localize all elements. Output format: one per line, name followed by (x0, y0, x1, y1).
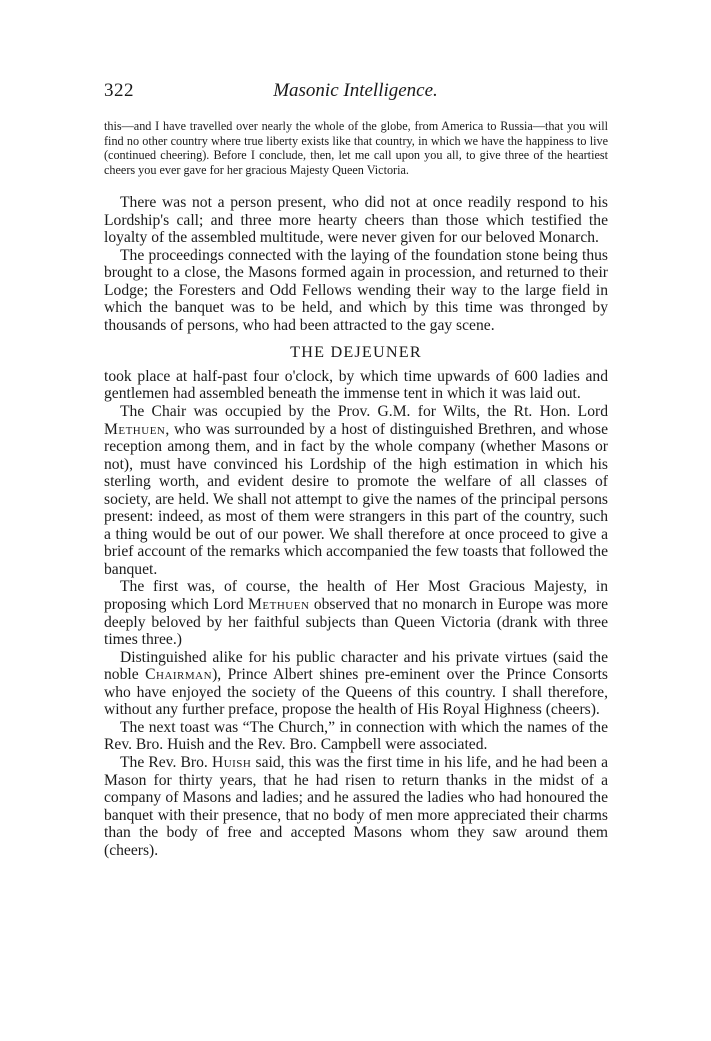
paragraph-church-toast: The next toast was “The Church,” in connection with which the names of the Rev. Bro. Huish and the Rev. Bro. Campbell were associated. (104, 718, 608, 754)
name-huish: Huish (211, 753, 252, 771)
paragraph-loyal-cheers: There was not a person present, who did not at once readily respond to his Lordship's call; and three more hearty cheers than those which testified the loyalty of the assembled multitude, were never given for our beloved Monarch. (104, 194, 608, 247)
speech-excerpt-text: this—and I have travelled over nearly the whole of the globe, from America to Russia—that you will find no other country where true liberty exists like that country, in which we have the happiness to live (continued cheering). Before I conclude, then, let me call upon you all, to give three of the heartiest cheers you ever gave for her gracious Majesty Queen Victoria. (104, 119, 608, 177)
page-number: 322 (104, 80, 134, 101)
paragraph-chair (104, 403, 608, 578)
section-heading: THE DEJEUNER (290, 343, 422, 362)
paragraph-procession: The proceedings connected with the laying of the foundation stone being thus brought to a close, the Masons formed again in procession, and returned to their Lodge; the Foresters and Odd Fellows wending their way to the large field in which the banquet was to be held, and which by this time was thronged by thousands of persons, who had been attracted to the gay scene. (104, 246, 608, 334)
paragraph-prince-albert-text-a: Distinguished alike for his public character and his private virtues (said the noble (104, 648, 608, 684)
paragraph-huish-reply-text-a: The Rev. Bro. (120, 753, 212, 771)
speech-excerpt (104, 119, 608, 177)
name-methuen: Methuen (104, 420, 166, 438)
name-methuen: Methuen (248, 596, 310, 614)
paragraph-prince-albert-text-b: ), Prince Albert shines pre-eminent over the Prince Consorts who have enjoyed the society of the Queens of this country. I shall therefore, without any further preface, propose the health of His Royal Highness (cheers). (104, 666, 608, 719)
paragraph-chair-text-a: The Chair was occupied by the Prov. G.M. for Wilts, the Rt. Hon. Lord (120, 403, 608, 421)
paragraph-first-toast-text-a: The first was, of course, the health of Her Most Gracious Majesty, in proposing which Lord (104, 578, 608, 614)
paragraph-huish-reply (104, 754, 608, 859)
paragraph-dejeuner: took place at half-past four o'clock, by which time upwards of 600 ladies and gentlemen had assembled beneath the immense tent in which it was laid out. (104, 367, 608, 403)
paragraph-huish-reply-text-b: said, this was the first time in his life, and he had been a Mason for thirty years, that he had risen to return thanks in the midst of a company of Masons and ladies; and he assured the ladies who had honoured the banquet with their presence, that no body of men more appreciated their charms than the body of free and accepted Masons whom they saw around them (cheers). (104, 753, 609, 859)
article-body (104, 194, 608, 859)
running-title: Masonic Intelligence. (273, 80, 438, 101)
paragraph-first-toast (104, 578, 608, 648)
paragraph-first-toast-text-b: observed that no monarch in Europe was more deeply beloved by her faithful subjects than Queen Victoria (drank with three times three.) (104, 596, 608, 649)
name-chairman: Chairman (145, 666, 213, 684)
page-header (104, 80, 607, 110)
paragraph-chair-text-b: , who was surrounded by a host of distinguished Brethren, and whose reception among them, and in fact by the whole company (whether Masons or not), must have convinced his Lordship of the high estimation in which his sterling worth, and evident desire to promote the welfare of all classes of society, are held. We shall not attempt to give the names of the principal persons present: indeed, as most of them were strangers in this part of the country, such a thing would be out of our power. We shall therefore at once proceed to give a brief account of the remarks which accompanied the few toasts that followed the banquet. (104, 420, 608, 578)
paragraph-prince-albert (104, 649, 608, 719)
